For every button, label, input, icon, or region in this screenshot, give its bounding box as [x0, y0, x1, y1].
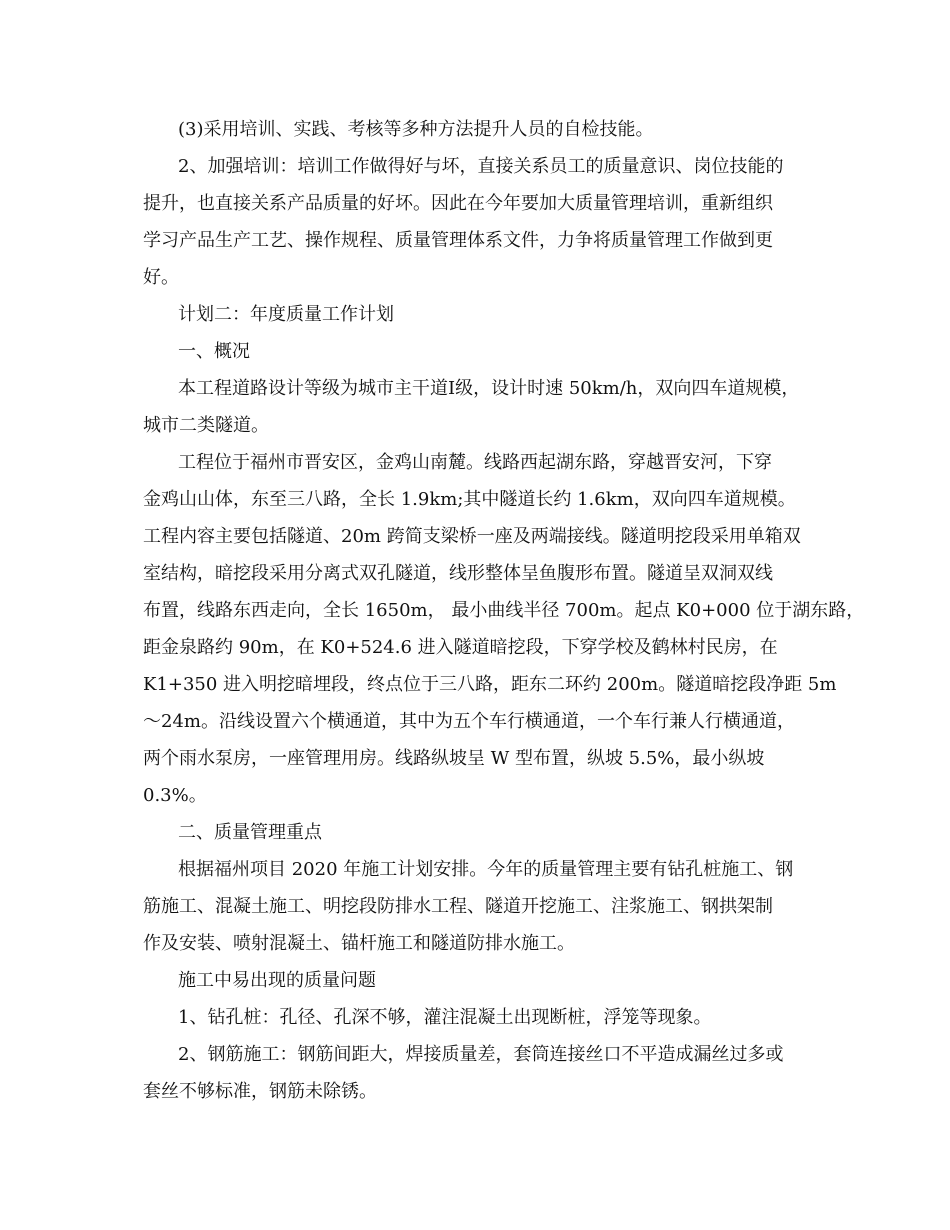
text-line-item-3: (3)采用培训、实践、考核等多种方法提升人员的自检技能。 [178, 119, 654, 140]
text-line-road-grade: 本工程道路设计等级为城市主干道Ⅰ级，设计时速 50km/h，双向四车道规模， [178, 378, 800, 399]
text-line-bored-pile: 1、钻孔桩：孔径、孔深不够，灌注混凝土出现断桩，浮笼等现象。 [178, 1007, 712, 1028]
text-line: 两个雨水泵房，一座管理用房。线路纵坡呈 W 型布置，纵坡 5.5%，最小纵坡 [143, 748, 765, 769]
text-line: 作及安装、喷射混凝土、锚杆施工和隧道防排水施工。 [143, 933, 575, 954]
subheading-common-issues: 施工中易出现的质量问题 [178, 970, 376, 991]
text-line: 布置，线路东西走向，全长 1650m， 最小曲线半径 700m。起点 K0+000 位于湖东路， [143, 600, 865, 621]
text-line: ～24m。沿线设置六个横通道，其中为五个车行横通道，一个车行兼人行横通道， [143, 711, 795, 732]
text-line: 城市二类隧道。 [143, 415, 269, 436]
text-line: 室结构，暗挖段采用分离式双孔隧道，线形整体呈鱼腹形布置。隧道呈双洞双线 [143, 563, 773, 584]
text-line: 工程内容主要包括隧道、20m 跨简支梁桥一座及两端接线。隧道明挖段采用单箱双 [143, 526, 801, 547]
text-line-location: 工程位于福州市晋安区，金鸡山南麓。线路西起湖东路，穿越晋安河，下穿 [178, 452, 772, 473]
text-line-training: 2、加强培训：培训工作做得好与坏，直接关系员工的质量意识、岗位技能的 [178, 156, 784, 177]
text-line: 距金泉路约 90m，在 K0+524.6 进入隧道暗挖段，下穿学校及鹤林村民房，在 [143, 637, 778, 658]
text-line: 学习产品生产工艺、操作规程、质量管理体系文件，力争将质量管理工作做到更 [143, 230, 773, 251]
text-line-rebar: 2、钢筋施工：钢筋间距大，焊接质量差，套筒连接丝口不平造成漏丝过多或 [178, 1044, 784, 1065]
text-line: 筋施工、混凝土施工、明挖段防排水工程、隧道开挖施工、注浆施工、钢拱架制 [143, 896, 773, 917]
section-heading-quality-focus: 二、质量管理重点 [178, 822, 322, 843]
text-line: 0.3%。 [143, 785, 207, 806]
section-heading-plan-two: 计划二：年度质量工作计划 [178, 304, 394, 325]
text-line: K1+350 进入明挖暗埋段，终点位于三八路，距东二环约 200m。隧道暗挖段净距 5m [143, 674, 837, 695]
text-line: 套丝不够标准，钢筋未除锈。 [143, 1081, 377, 1102]
text-line: 金鸡山山体，东至三八路，全长 1.9km;其中隧道长约 1.6km，双向四车道规模。 [143, 489, 796, 510]
text-line: 提升，也直接关系产品质量的好坏。因此在今年要加大质量管理培训，重新组织 [143, 193, 773, 214]
text-line-plan-basis: 根据福州项目 2020 年施工计划安排。今年的质量管理主要有钻孔桩施工、钢 [178, 859, 794, 880]
text-line: 好。 [143, 267, 179, 288]
section-heading-overview: 一、概况 [178, 341, 250, 362]
